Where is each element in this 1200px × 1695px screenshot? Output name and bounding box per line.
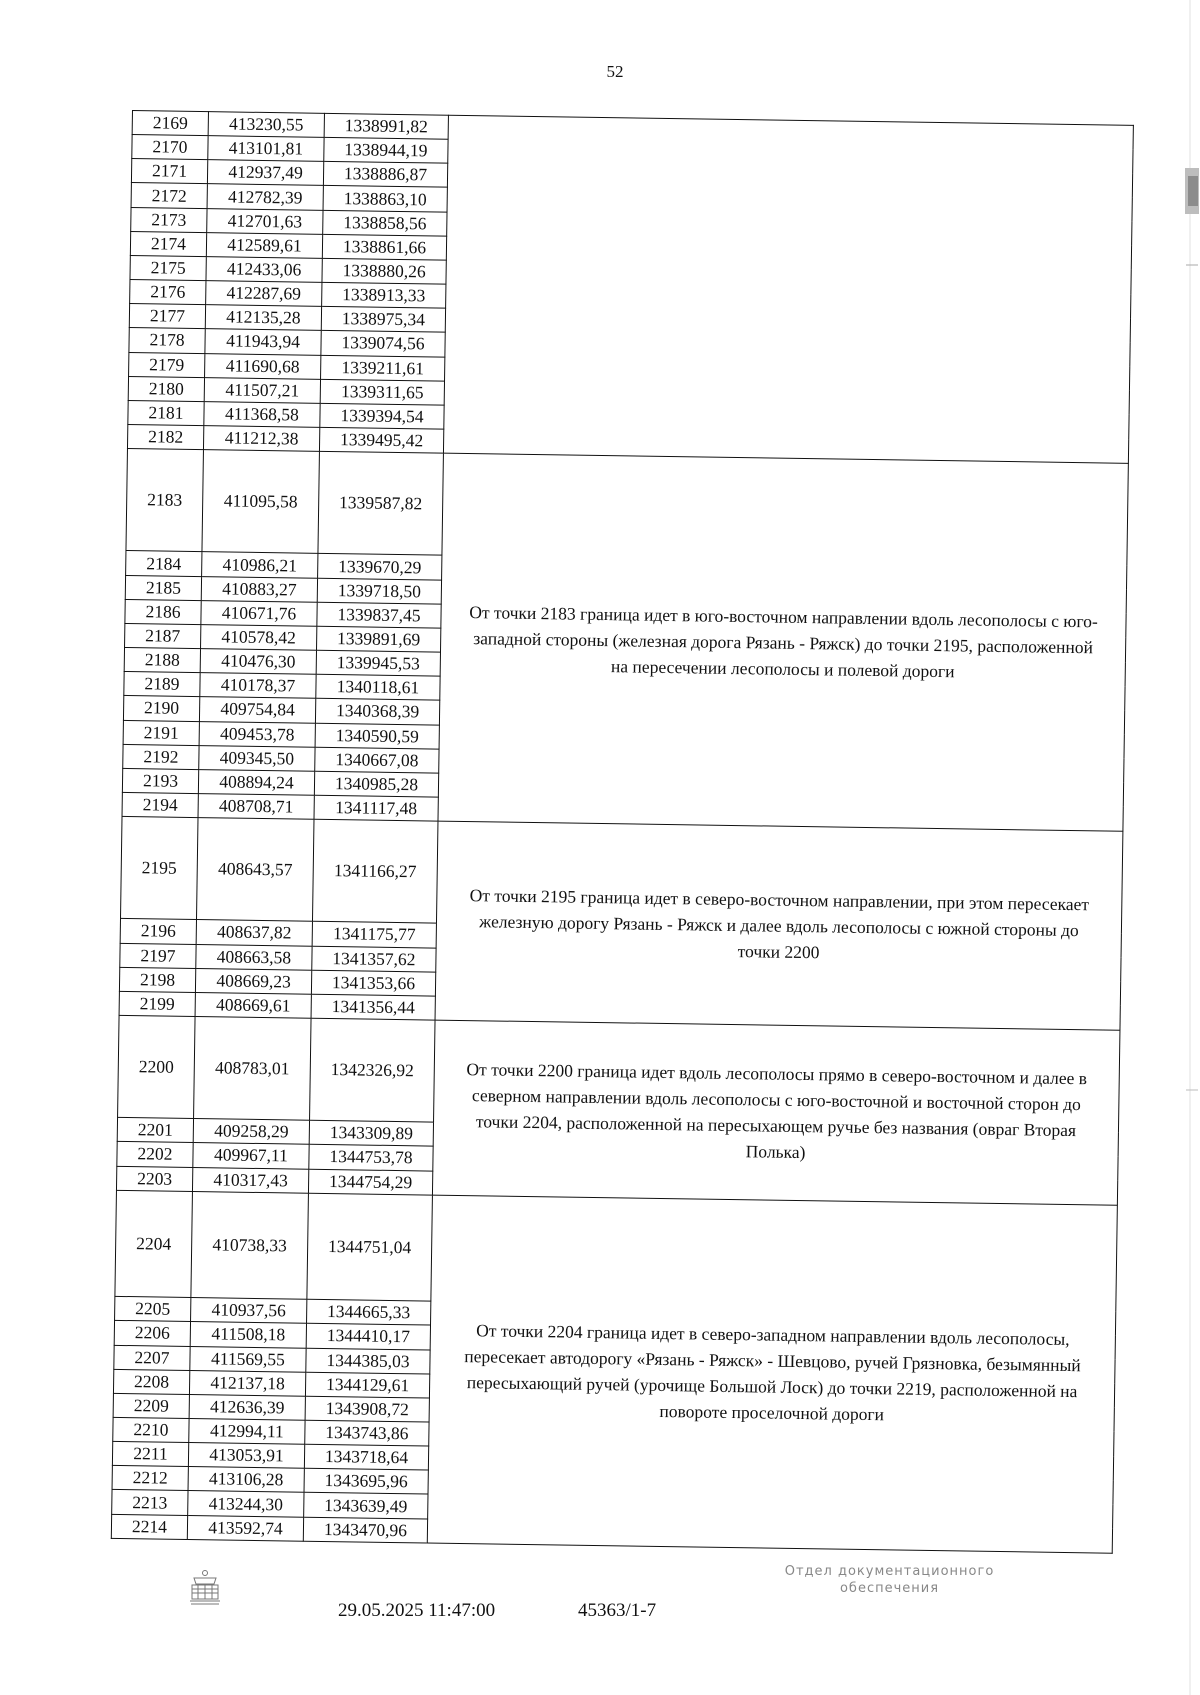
x-coordinate-cell: 408708,71: [198, 794, 314, 820]
point-number-cell: 2210: [113, 1417, 189, 1442]
point-number-cell: 2180: [128, 376, 204, 401]
point-number-cell: 2205: [115, 1297, 191, 1322]
table-row: [126, 449, 1128, 566]
x-coordinate-cell: 410883,27: [201, 576, 317, 602]
y-coordinate-cell: 1344129,61: [305, 1372, 429, 1398]
y-coordinate-cell: 1344754,29: [308, 1169, 432, 1195]
y-coordinate-cell: 1344753,78: [309, 1145, 433, 1171]
y-coordinate-cell: 1339495,42: [319, 427, 443, 453]
y-coordinate-cell: 1338913,33: [322, 282, 446, 308]
y-coordinate-cell: 1338944,19: [324, 138, 448, 164]
y-coordinate-cell: 1343309,89: [309, 1120, 433, 1146]
x-coordinate-cell: 408783,01: [194, 1017, 312, 1121]
x-coordinate-cell: 408894,24: [198, 769, 314, 795]
x-coordinate-cell: 412287,69: [206, 281, 322, 307]
point-number-cell: 2184: [126, 551, 202, 576]
y-coordinate-cell: 1343718,64: [304, 1444, 428, 1470]
x-coordinate-cell: 412782,39: [207, 184, 323, 210]
x-coordinate-cell: 412137,18: [189, 1370, 305, 1396]
point-number-cell: 2170: [132, 135, 208, 160]
point-number-cell: 2186: [125, 599, 201, 624]
x-coordinate-cell: 412636,39: [189, 1394, 305, 1420]
x-coordinate-cell: 412433,06: [206, 257, 322, 283]
point-number-cell: 2196: [120, 919, 196, 944]
footer-document-number: 45363/1-7: [578, 1600, 657, 1621]
point-number-cell: 2173: [131, 207, 207, 232]
x-coordinate-cell: 412937,49: [207, 160, 323, 186]
y-coordinate-cell: 1343695,96: [304, 1468, 428, 1494]
point-number-cell: 2185: [125, 575, 201, 600]
y-coordinate-cell: 1341356,44: [311, 994, 435, 1020]
x-coordinate-cell: 410738,33: [191, 1191, 309, 1299]
emblem-icon: [186, 1568, 224, 1610]
table-row: [118, 1015, 1120, 1132]
x-coordinate-cell: 408669,23: [195, 968, 311, 994]
point-number-cell: 2174: [130, 231, 206, 256]
table-row: [115, 1190, 1117, 1311]
x-coordinate-cell: 410937,56: [191, 1298, 307, 1324]
point-number-cell: 2179: [129, 352, 205, 377]
x-coordinate-cell: 413053,91: [188, 1443, 304, 1469]
y-coordinate-cell: 1341175,77: [312, 922, 436, 948]
x-coordinate-cell: 410317,43: [192, 1167, 308, 1193]
point-number-cell: 2192: [123, 744, 199, 769]
x-coordinate-cell: 411368,58: [204, 401, 320, 427]
x-coordinate-cell: 412994,11: [189, 1418, 305, 1444]
y-coordinate-cell: 1338991,82: [324, 113, 448, 139]
y-coordinate-cell: 1339945,53: [316, 650, 440, 676]
point-number-cell: 2178: [129, 328, 205, 353]
point-number-cell: 2187: [125, 623, 201, 648]
department-stamp-line2: обеспечения: [839, 1581, 940, 1596]
y-coordinate-cell: 1339670,29: [318, 554, 442, 580]
y-coordinate-cell: 1340985,28: [314, 771, 438, 797]
point-number-cell: 2175: [130, 255, 206, 280]
x-coordinate-cell: 413101,81: [208, 136, 324, 162]
y-coordinate-cell: 1339837,45: [317, 602, 441, 628]
point-number-cell: 2207: [114, 1345, 190, 1370]
y-coordinate-cell: 1338880,26: [322, 258, 446, 284]
department-stamp: [752, 1563, 1027, 1597]
y-coordinate-cell: 1338861,66: [322, 234, 446, 260]
x-coordinate-cell: 408663,58: [196, 944, 312, 970]
page-number: 52: [606, 62, 624, 81]
x-coordinate-cell: 411508,18: [190, 1322, 306, 1348]
x-coordinate-cell: 411943,94: [205, 329, 321, 355]
point-number-cell: 2169: [132, 111, 208, 136]
y-coordinate-cell: 1338975,34: [321, 307, 445, 333]
point-number-cell: 2176: [130, 280, 206, 305]
table-row: [121, 817, 1123, 934]
point-number-cell: 2206: [114, 1321, 190, 1346]
y-coordinate-cell: 1343639,49: [304, 1493, 428, 1519]
x-coordinate-cell: 410578,42: [201, 624, 317, 650]
x-coordinate-cell: 409967,11: [193, 1143, 309, 1169]
y-coordinate-cell: 1340667,08: [315, 747, 439, 773]
y-coordinate-cell: 1340118,61: [316, 674, 440, 700]
x-coordinate-cell: 413244,30: [188, 1491, 304, 1517]
point-number-cell: 2195: [121, 817, 199, 920]
x-coordinate-cell: 412589,61: [206, 232, 322, 258]
y-coordinate-cell: 1342326,92: [310, 1018, 436, 1122]
x-coordinate-cell: 411095,58: [202, 450, 320, 554]
point-number-cell: 2203: [116, 1166, 192, 1191]
x-coordinate-cell: 411569,55: [190, 1346, 306, 1372]
y-coordinate-cell: 1344751,04: [307, 1193, 433, 1301]
point-number-cell: 2172: [131, 183, 207, 208]
x-coordinate-cell: 410986,21: [202, 552, 318, 578]
y-coordinate-cell: 1339211,61: [321, 355, 445, 381]
point-number-cell: 2188: [124, 647, 200, 672]
y-coordinate-cell: 1339311,65: [320, 379, 444, 405]
point-number-cell: 2177: [129, 304, 205, 329]
y-coordinate-cell: 1343470,96: [303, 1517, 427, 1543]
x-coordinate-cell: 412135,28: [205, 305, 321, 331]
y-coordinate-cell: 1344410,17: [306, 1324, 430, 1350]
point-number-cell: 2190: [123, 696, 199, 721]
boundary-description-cell: От точки 2183 граница идет в юго-восточном направлении вдоль лесополосы с юго-западной стороны (железная дорога Рязань - Ряжск) до точки 2195, расположенной на пересечении лесополосы и полевой дороги: [438, 453, 1128, 831]
point-number-cell: 2189: [124, 672, 200, 697]
point-number-cell: 2197: [120, 943, 196, 968]
footer-datetime: 29.05.2025 11:47:00: [338, 1600, 496, 1621]
y-coordinate-cell: 1339891,69: [317, 626, 441, 652]
y-coordinate-cell: 1344665,33: [307, 1299, 431, 1325]
x-coordinate-cell: 409345,50: [199, 745, 315, 771]
coordinates-table: [111, 110, 1134, 1554]
boundary-description-cell: От точки 2204 граница идет в северо-западном направлении вдоль лесополосы, пересекает автодорогу «Рязань - Ряжск» - Шевцово, ручей Грязновка, безымянный пересыхающий ручей (урочище Большой Лоск) до точки 2219, расположенной на повороте проселочной дороги: [427, 1195, 1117, 1553]
x-coordinate-cell: 408669,61: [195, 992, 311, 1018]
y-coordinate-cell: 1339718,50: [317, 578, 441, 604]
x-coordinate-cell: 413106,28: [188, 1467, 304, 1493]
x-coordinate-cell: 409453,78: [199, 721, 315, 747]
x-coordinate-cell: 411212,38: [203, 426, 319, 452]
point-number-cell: 2194: [122, 792, 198, 817]
point-number-cell: 2181: [128, 400, 204, 425]
point-number-cell: 2182: [127, 425, 203, 450]
x-coordinate-cell: 412701,63: [207, 208, 323, 234]
boundary-description-cell: От точки 2195 граница идет в северо-восточном направлении, при этом пересекает железную дорогу Рязань - Ряжск и далее вдоль лесополосы с южной стороны до точки 2200: [435, 821, 1123, 1030]
y-coordinate-cell: 1338863,10: [323, 186, 447, 212]
x-coordinate-cell: 413230,55: [208, 112, 324, 138]
point-number-cell: 2202: [117, 1142, 193, 1167]
point-number-cell: 2214: [111, 1514, 187, 1540]
point-number-cell: 2211: [112, 1441, 188, 1466]
point-number-cell: 2208: [113, 1369, 189, 1394]
y-coordinate-cell: 1338858,56: [323, 210, 447, 236]
y-coordinate-cell: 1339394,54: [320, 403, 444, 429]
y-coordinate-cell: 1338886,87: [323, 162, 447, 188]
x-coordinate-cell: 413592,74: [187, 1515, 303, 1541]
y-coordinate-cell: 1344385,03: [306, 1348, 430, 1374]
x-coordinate-cell: 408637,82: [196, 920, 312, 946]
point-number-cell: 2213: [112, 1490, 188, 1515]
point-number-cell: 2209: [113, 1393, 189, 1418]
point-number-cell: 2199: [119, 991, 195, 1016]
y-coordinate-cell: 1341357,62: [312, 946, 436, 972]
x-coordinate-cell: 409258,29: [193, 1119, 309, 1145]
y-coordinate-cell: 1339074,56: [321, 331, 445, 357]
x-coordinate-cell: 410671,76: [201, 600, 317, 626]
y-coordinate-cell: 1343908,72: [305, 1396, 429, 1422]
point-number-cell: 2198: [119, 967, 195, 992]
x-coordinate-cell: 410178,37: [200, 673, 316, 699]
y-coordinate-cell: 1340368,39: [315, 699, 439, 725]
boundary-description-cell: [443, 115, 1133, 463]
point-number-cell: 2193: [122, 768, 198, 793]
point-number-cell: 2191: [123, 720, 199, 745]
point-number-cell: 2201: [117, 1118, 193, 1143]
y-coordinate-cell: 1341117,48: [314, 795, 438, 821]
x-coordinate-cell: 409754,84: [199, 697, 315, 723]
x-coordinate-cell: 408643,57: [196, 818, 314, 922]
y-coordinate-cell: 1339587,82: [318, 452, 444, 556]
y-coordinate-cell: 1341353,66: [311, 970, 435, 996]
y-coordinate-cell: 1340590,59: [315, 723, 439, 749]
x-coordinate-cell: 411507,21: [204, 377, 320, 403]
point-number-cell: 2204: [115, 1190, 193, 1298]
point-number-cell: 2200: [118, 1015, 196, 1118]
x-coordinate-cell: 410476,30: [200, 649, 316, 675]
point-number-cell: 2171: [131, 159, 207, 184]
department-stamp-line1: Отдел документационного: [784, 1564, 995, 1579]
boundary-description-cell: От точки 2200 граница идет вдоль лесополосы прямо в северо-восточном и далее в северном направлении вдоль лесополосы с юго-восточной и восточной сторон до точки 2204, расположенной на пересыхающем ручье без названия (овраг Вторая Полька): [432, 1020, 1120, 1205]
y-coordinate-cell: 1343743,86: [305, 1420, 429, 1446]
y-coordinate-cell: 1341166,27: [312, 819, 438, 923]
point-number-cell: 2183: [126, 449, 204, 552]
scan-edge-marks: [1176, 0, 1200, 1695]
point-number-cell: 2212: [112, 1466, 188, 1491]
x-coordinate-cell: 411690,68: [205, 353, 321, 379]
